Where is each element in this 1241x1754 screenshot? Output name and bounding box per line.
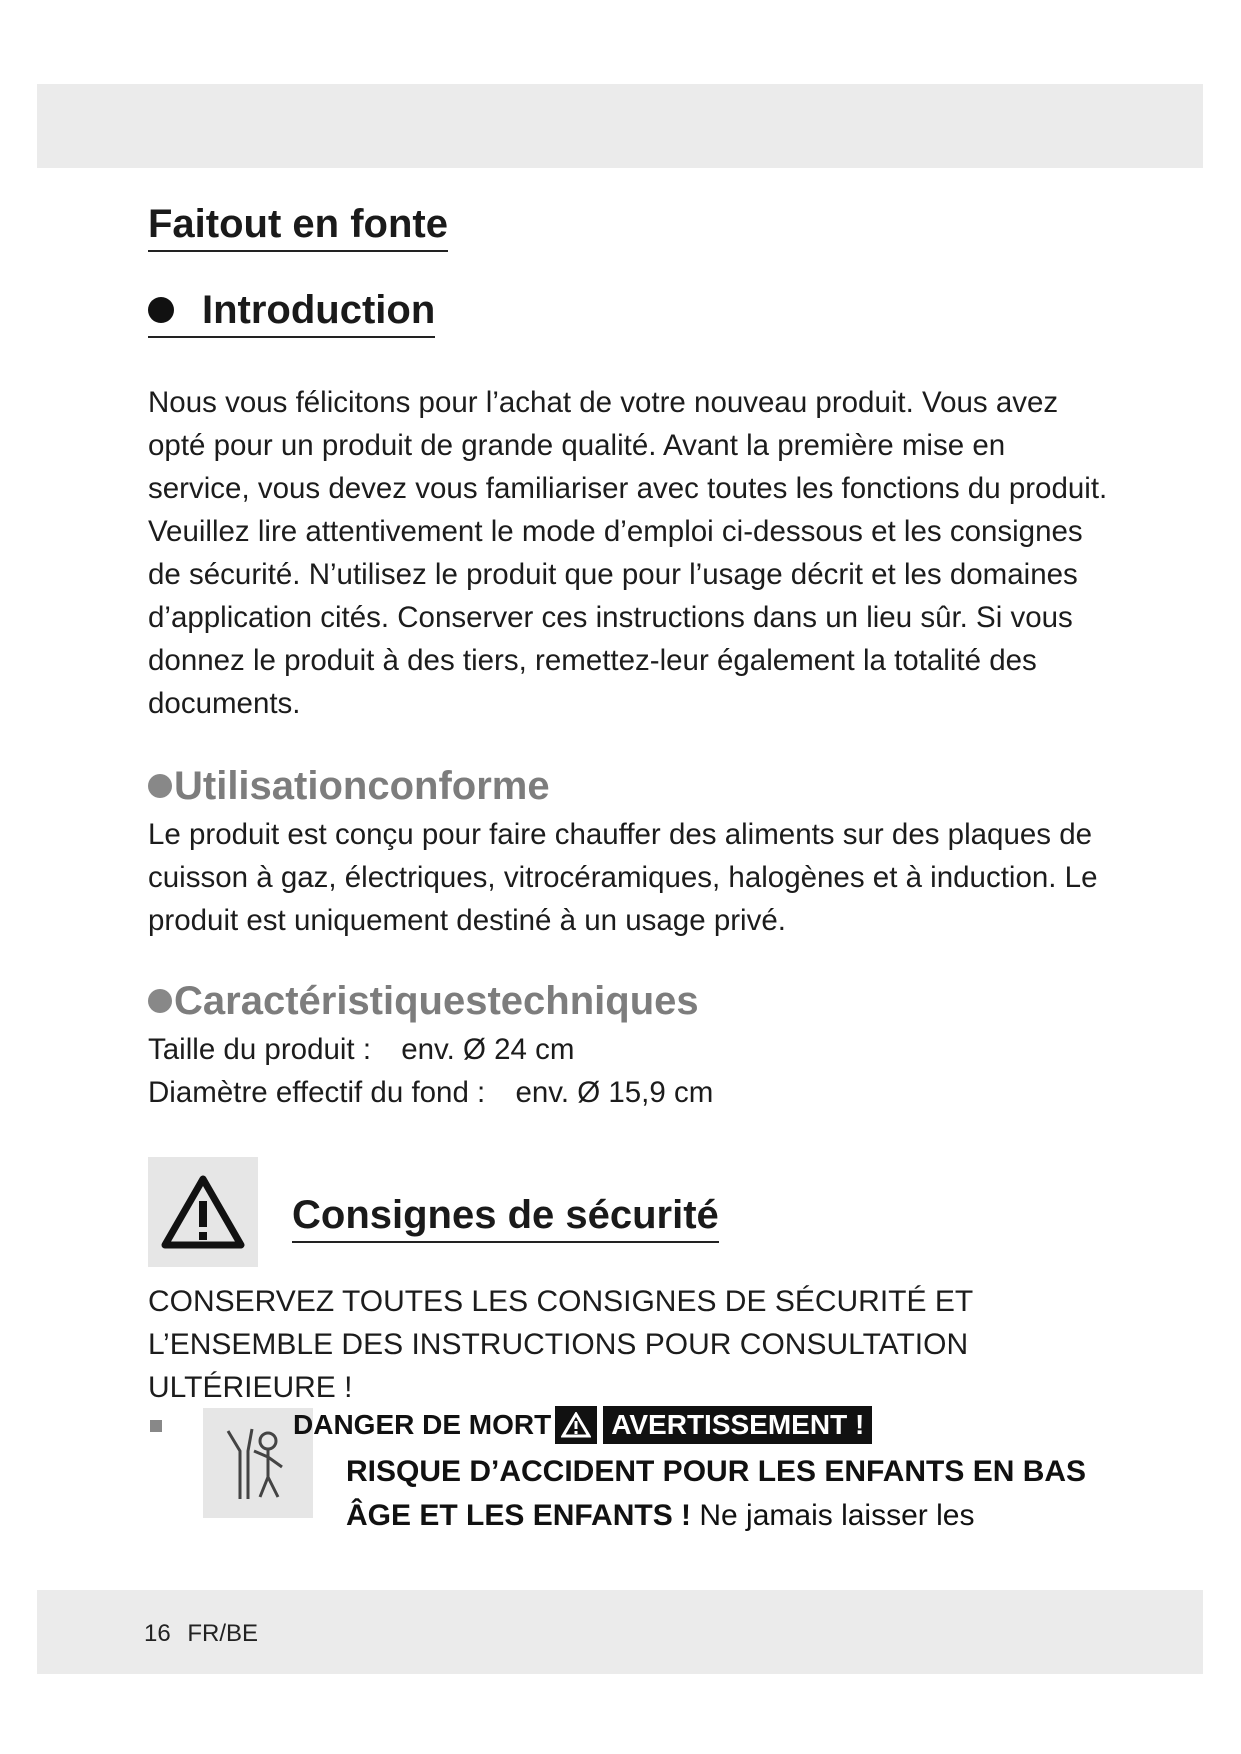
safety-keep-instructions: CONSERVEZ TOUTES LES CONSIGNES DE SÉCURITÉ ET L’ENSEMBLE DES INSTRUCTIONS POUR CONSULTATION ULTÉRIEURE ! xyxy=(148,1285,973,1404)
spec-value: env. Ø 24 cm xyxy=(401,1033,575,1066)
technical-heading-text: Caractéristiquestechniques xyxy=(174,979,699,1023)
warning-label: AVERTISSEMENT ! xyxy=(603,1406,872,1444)
page-locale: FR/BE xyxy=(187,1620,259,1647)
bullet-icon xyxy=(148,297,174,323)
usage-paragraph: Le produit est conçu pour faire chauffer des aliments sur des plaques de cuisson à gaz, électriques, vitrocéramiques, halogènes et à induction. Le produit est uniquement destiné à un usage privé. xyxy=(148,818,1098,937)
spec-row xyxy=(148,1028,574,1071)
warning-triangle-icon xyxy=(148,1157,258,1267)
danger-label: DANGER DE MORT xyxy=(293,1409,552,1440)
spec-row xyxy=(148,1071,713,1114)
section-heading-introduction xyxy=(148,286,435,338)
header-band xyxy=(37,84,1203,168)
usage-heading-text: Utilisationconforme xyxy=(174,764,550,808)
spec-label: Taille du produit : xyxy=(148,1033,372,1066)
bullet-icon xyxy=(148,774,172,798)
page-number: 16 xyxy=(144,1620,171,1647)
introduction-paragraph: Nous vous félicitons pour l’achat de votre nouveau produit. Vous avez opté pour un produit de grande qualité. Avant la première mise en service, vous devez vous familiariser avec toutes les fonctions du produit. Veuillez lire attentivement le mode d’emploi ci-dessous et les consignes de sécurité. N’utilisez le produit que pour l’usage décrit et les domaines d’application cités. Conserver ces instructions dans un lieu sûr. Si vous donnez le produit à des tiers, remettez-leur également la totalité des documents. xyxy=(148,386,1108,720)
danger-heading xyxy=(293,1406,872,1444)
bullet-icon xyxy=(148,989,172,1013)
introduction-heading-text: Introduction xyxy=(202,288,436,332)
warning-badge-icon xyxy=(555,1406,597,1444)
danger-paragraph xyxy=(346,1450,1106,1538)
page-footer xyxy=(144,1620,258,1648)
section-heading-technical xyxy=(148,977,699,1025)
list-bullet-icon xyxy=(150,1420,162,1432)
danger-bold-text: RISQUE D’ACCIDENT POUR LES ENFANTS EN BAS ÂGE ET LES ENFANTS ! xyxy=(346,1455,1087,1532)
section-heading-safety: Consignes de sécurité xyxy=(292,1191,719,1243)
danger-rest-text: Ne jamais laisser les xyxy=(699,1499,975,1532)
spec-label: Diamètre effectif du fond : xyxy=(148,1076,486,1109)
section-heading-usage xyxy=(148,762,550,810)
document-title: Faitout en fonte xyxy=(148,200,448,252)
spec-value: env. Ø 15,9 cm xyxy=(515,1076,714,1109)
